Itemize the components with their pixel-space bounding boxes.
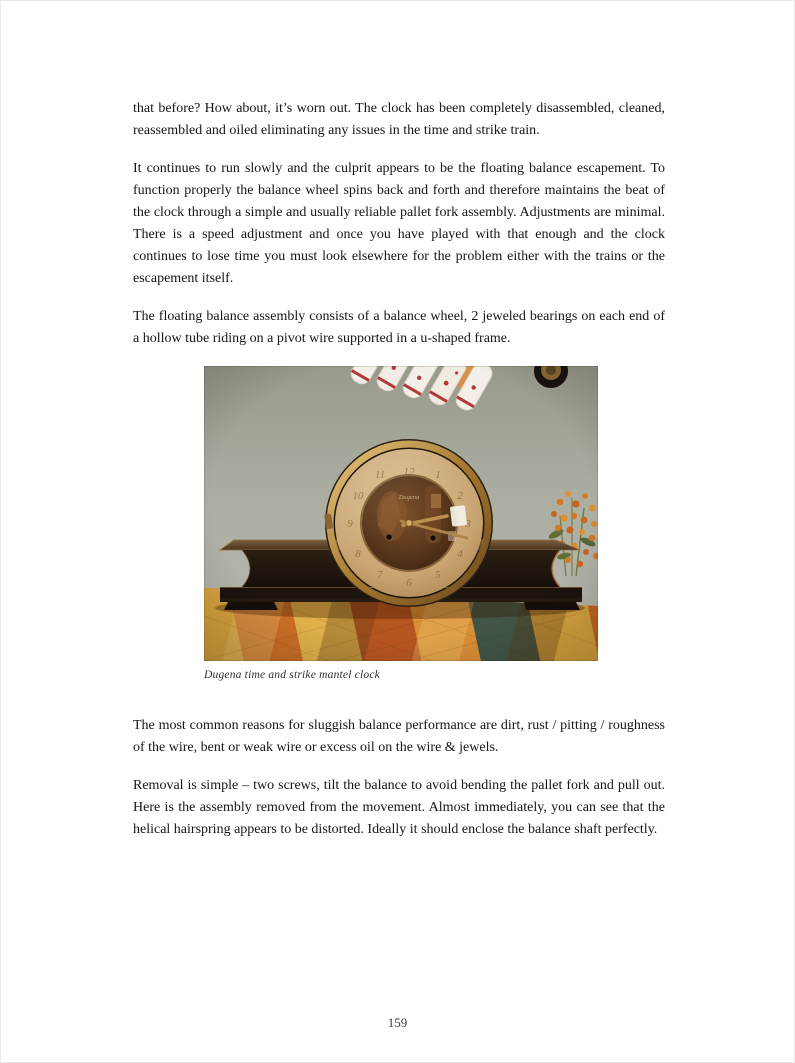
figure-caption: Dugena time and strike mantel clock	[204, 669, 380, 681]
paragraph-4: The most common reasons for sluggish balance performance are dirt, rust / pitting / roughness of the wire, bent or weak wire or excess oil on the wire & jewels.	[133, 718, 665, 755]
paragraph-1: that before? How about, it’s worn out. The clock has been completely disassembled, cleaned, reassembled and oiled eliminating any issues in the time and strike train.	[133, 101, 665, 138]
paragraph-2: It continues to run slowly and the culprit appears to be the floating balance escapement. To function properly the balance wheel spins back and forth and therefore maintains the beat of the clock through a simple and usually reliable pallet fork assembly. Adjustments are minimal. There is a speed adjustment and once you have played with that enough and the clock continues to lose time you must look elsewhere for the problem either with the trains or the escapement itself.	[133, 161, 665, 286]
clock-figure	[204, 366, 598, 681]
page-number: 159	[387, 1015, 408, 1030]
paragraph-5: Removal is simple – two screws, tilt the balance to avoid bending the pallet fork and pull out. Here is the assembly removed from the movement. Almost immediately, you can see that the helical hairspring appears to be distorted. Ideally it should enclose the balance shaft perfectly.	[133, 778, 665, 837]
text-column	[133, 98, 665, 857]
photo-vignette	[204, 366, 598, 661]
mantel-clock-photo	[204, 366, 598, 661]
paragraph-3: The floating balance assembly consists of a balance wheel, 2 jeweled bearings on each end of a hollow tube riding on a pivot wire supported in a u-shaped frame.	[133, 309, 665, 346]
